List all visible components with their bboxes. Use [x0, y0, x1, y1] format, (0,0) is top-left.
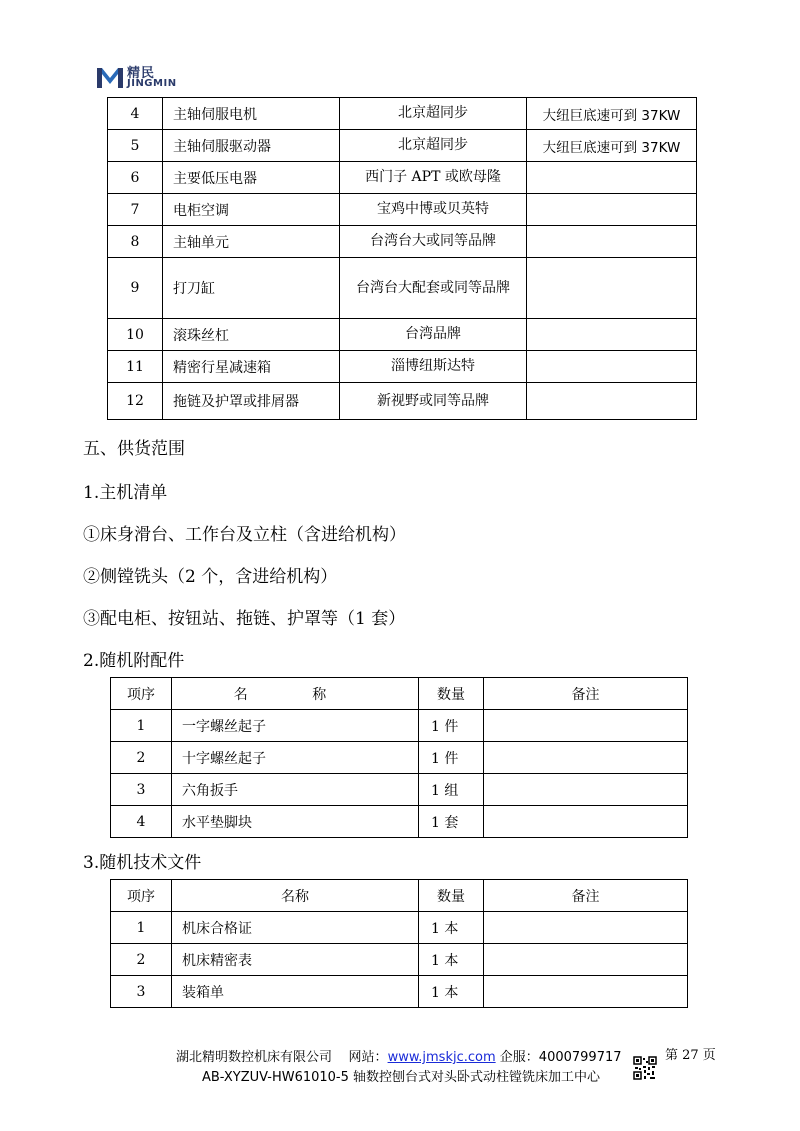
table-cell: 拖链及护罩或排屑器	[163, 383, 340, 420]
table-cell: 1	[111, 912, 172, 944]
table-cell: 台湾台大或同等品牌	[340, 226, 527, 258]
table-row	[108, 98, 697, 130]
accessories-table	[110, 677, 688, 838]
table-row	[108, 130, 697, 162]
table-header-cell: 项序	[111, 880, 172, 912]
table-cell: 宝鸡中博或贝英特	[340, 194, 527, 226]
table-cell: 6	[108, 162, 163, 194]
table-cell: 主轴单元	[163, 226, 340, 258]
table-cell: 4	[111, 806, 172, 838]
table-cell: 10	[108, 319, 163, 351]
table-cell: 淄博纽斯达特	[340, 351, 527, 383]
table-cell: 装箱单	[172, 976, 419, 1008]
list-item: ①床身滑台、工作台及立柱（含进给机构）	[83, 525, 406, 545]
table-cell: 主要低压电器	[163, 162, 340, 194]
table-cell: 十字螺丝起子	[172, 742, 419, 774]
footer-service-label: 企服：	[499, 1050, 539, 1065]
subsection-heading: 3.随机技术文件	[83, 853, 202, 873]
table-cell: 1 件	[419, 742, 484, 774]
table-header-cell: 项序	[111, 678, 172, 710]
footer-site-label: 网站：	[348, 1050, 388, 1065]
table-cell	[527, 258, 697, 319]
table-header-cell: 数量	[419, 880, 484, 912]
table-cell: 六角扳手	[172, 774, 419, 806]
table-cell	[484, 976, 688, 1008]
table-cell	[527, 319, 697, 351]
table-cell	[484, 774, 688, 806]
table-row	[108, 258, 697, 319]
table-cell	[484, 944, 688, 976]
table-cell: 8	[108, 226, 163, 258]
service-phone: 4000799717	[538, 1050, 622, 1065]
table-cell: 7	[108, 194, 163, 226]
jingmin-logo-icon	[95, 62, 125, 92]
section-heading: 五、供货范围	[83, 439, 185, 459]
table-cell: 9	[108, 258, 163, 319]
footer-model-line: AB-XYZUV-HW61010-5 轴数控刨台式对头卧式动柱镗铣床加工中心	[202, 1070, 601, 1085]
table-cell: 一字螺丝起子	[172, 710, 419, 742]
table-row	[108, 351, 697, 383]
table-row	[108, 226, 697, 258]
table-header-cell: 名 称	[172, 678, 419, 710]
subsection-heading: 1.主机清单	[83, 483, 168, 503]
table-cell: 1 本	[419, 912, 484, 944]
table-cell: 4	[108, 98, 163, 130]
table-cell: 11	[108, 351, 163, 383]
table-cell: 新视野或同等品牌	[340, 383, 527, 420]
table-cell	[527, 162, 697, 194]
table-cell: 1 本	[419, 944, 484, 976]
table-cell: 1 套	[419, 806, 484, 838]
table-cell: 1	[111, 710, 172, 742]
footer-contact-line	[176, 1046, 622, 1065]
table-cell	[484, 710, 688, 742]
table-row	[108, 383, 697, 420]
table-header-cell: 备注	[484, 678, 688, 710]
table-cell: 打刀缸	[163, 258, 340, 319]
table-row	[111, 806, 688, 838]
page-number: 第 27 页	[665, 1048, 716, 1063]
table-header-cell: 名称	[172, 880, 419, 912]
table-row	[108, 162, 697, 194]
table-row	[108, 319, 697, 351]
website-link[interactable]: www.jmskjc.com	[387, 1050, 496, 1065]
table-header-row	[111, 880, 688, 912]
table-row	[111, 976, 688, 1008]
subsection-heading: 2.随机附配件	[83, 651, 185, 671]
table-cell: 3	[111, 774, 172, 806]
list-item: ③配电柜、按钮站、拖链、护罩等（1 套）	[83, 609, 406, 629]
table-cell: 3	[111, 976, 172, 1008]
brand-config-table	[107, 97, 697, 420]
table-header-row	[111, 678, 688, 710]
table-cell: 1 组	[419, 774, 484, 806]
table-cell: 大纽巨底速可到 37KW	[527, 130, 697, 162]
table-cell: 精密行星减速箱	[163, 351, 340, 383]
table-row	[111, 912, 688, 944]
logo-cn-text: 精民	[127, 66, 156, 81]
table-row	[111, 710, 688, 742]
table-cell: 台湾品牌	[340, 319, 527, 351]
table-cell: 1 件	[419, 710, 484, 742]
table-cell: 1 本	[419, 976, 484, 1008]
table-cell: 水平垫脚块	[172, 806, 419, 838]
tech-docs-table	[110, 879, 688, 1008]
table-cell: 西门子 APT 或欧母隆	[340, 162, 527, 194]
table-cell: 北京超同步	[340, 98, 527, 130]
table-cell: 12	[108, 383, 163, 420]
table-row	[111, 944, 688, 976]
table-row	[111, 774, 688, 806]
table-cell: 台湾台大配套或同等品牌	[340, 258, 527, 319]
table-cell: 2	[111, 944, 172, 976]
table-cell	[527, 194, 697, 226]
table-cell	[527, 383, 697, 420]
table-cell	[527, 351, 697, 383]
table-cell: 主轴伺服电机	[163, 98, 340, 130]
table-cell	[484, 912, 688, 944]
table-cell: 机床精密表	[172, 944, 419, 976]
list-item: ②侧镗铣头（2 个，含进给机构）	[83, 567, 338, 587]
logo-en-text: JINGMIN	[127, 78, 177, 89]
table-cell: 2	[111, 742, 172, 774]
table-cell: 北京超同步	[340, 130, 527, 162]
table-header-cell: 数量	[419, 678, 484, 710]
table-cell: 5	[108, 130, 163, 162]
table-cell	[527, 226, 697, 258]
table-row	[108, 194, 697, 226]
table-cell: 主轴伺服驱动器	[163, 130, 340, 162]
footer-company: 湖北精明数控机床有限公司	[176, 1050, 333, 1065]
company-logo	[95, 62, 190, 94]
table-cell: 大纽巨底速可到 37KW	[527, 98, 697, 130]
table-cell: 滚珠丝杠	[163, 319, 340, 351]
table-cell: 电柜空调	[163, 194, 340, 226]
table-cell	[484, 742, 688, 774]
table-cell: 机床合格证	[172, 912, 419, 944]
table-header-cell: 备注	[484, 880, 688, 912]
qr-code-icon	[633, 1056, 657, 1080]
table-row	[111, 742, 688, 774]
table-cell	[484, 806, 688, 838]
